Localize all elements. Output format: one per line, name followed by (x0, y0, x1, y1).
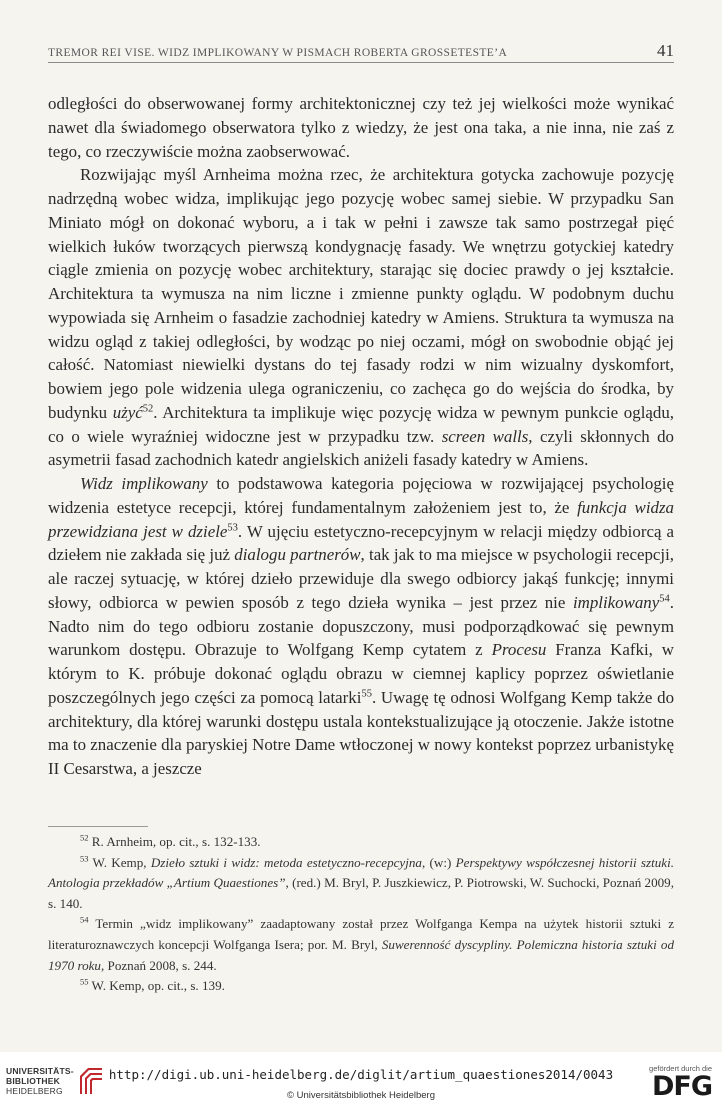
page-number: 41 (657, 41, 674, 60)
italic-text: funkcja widza przewidziana jest w dziele (48, 497, 674, 541)
footnote-marker: 53 (80, 853, 89, 864)
text-run: Franza Kafki, w którym to K. próbuje dokonać oglądu obrazu w ciemnej kaplicy poprzez oświetlanie poszczególnych jego części za pomocą latarki (48, 640, 674, 707)
footnote-marker: 54 (80, 915, 89, 926)
footnote-marker: 55 (80, 976, 89, 987)
funding-caption: gefördert durch die (649, 1064, 712, 1073)
copyright-notice: © Universitätsbibliothek Heidelberg (287, 1090, 435, 1101)
text-run: . Architektura ta implikuje więc pozycję widza w pewnym punkcie oglądu, co o wiele wyraźniej widoczne jest w przypadku tzw. (48, 402, 675, 446)
italic-text: Dzieło sztuki i widz: metoda estetyczno-recepcyjna (150, 854, 422, 870)
italic-text: Widz implikowany (80, 474, 208, 493)
funding-logo[interactable] (646, 1064, 712, 1101)
footnote (48, 976, 674, 997)
footnote (48, 832, 674, 853)
text-run: Termin „widz implikowany” zaadaptowany został przez Wolfganga Kempa na użytek historii sztuki z literaturoznawczych koncepcji Wolfganga Isera; por. M. Bryl, (48, 916, 674, 952)
body-text (48, 92, 674, 781)
footnote (48, 914, 674, 976)
text-run: , (red.) M. Bryl, P. Juszkiewicz, P. Piotrowski, W. Suchocki, Poznań 2009, s. 140. (48, 875, 674, 911)
footnote-marker: 54 (659, 593, 670, 605)
footnote-marker: 55 (361, 688, 372, 700)
text-run: . W ujęciu estetyczno-recepcyjnym w relacji między odbiorcą a dziełem nie zakłada się już (48, 521, 674, 565)
italic-text: użyć (112, 402, 143, 422)
text-run: . Nadto nim do tego odbioru zostanie dopuszczony, musi podporządkować się pewnym warunkom dostępu. Obrazuje to Wolfgang Kemp cytatem z (48, 592, 674, 660)
italic-text: screen walls, (441, 426, 533, 446)
source-url-link[interactable]: http://digi.ub.uni-heidelberg.de/diglit/artium_quaestiones2014/0043 (108, 1067, 614, 1082)
footnotes (48, 832, 674, 997)
text-run: . Uwagę tę odnosi Wolfgang Kemp także do architektury, dla której warunki dostępu ustala kontekstualizujące ją otoczenie. Jakże istotne ma to znaczenie dla paryskiej Notre Dame wtłoczonej w nowy kontekst poprzez urbanistykę II Cesarstwa, a jeszcze (48, 687, 675, 778)
viewer-footer (0, 1052, 722, 1116)
text-run: odległości do obserwowanej formy architektonicznej czy też jej wielkości może wynikać nawet dla świadomego obserwatora tylko z wiedzy, że jest ona taka, a nie inna, nie zaś z tego, co rzeczywiście można zaobserwować. (48, 94, 674, 161)
text-run: Rozwijając myśl Arnheima można rzec, że architektura gotycka zachowuje pozycję nadrzędną wobec widza, implikując jego pozycję wobec samej siebie. W przypadku San Miniato mógł on dokonać wyboru, a i tak w pełni i zawsze tak samo postrzegał pięć wielkich łuków tworzących pierwszą kondygnację fasady. We wnętrzu gotyckiej katedry ciągle zmienia on pozycję wobec architektury, starając się dociec prawdy o jej kształcie. Architektura ta wymusza na nim liczne i zmienne punkty oglądu. W podobnym duchu wypowiada się Arnheim o fasadzie zachodniej katedry w Amiens. Struktura ta wymusza na widzu ogląd z takiej odległości, by wodząc po niej oczami, mógł on swobodnie objąć jej całość. Natomiast niewielki dystans do tej fasady rodzi w nim wizualny dyskomfort, bowiem jego pole widzenia ulega ograniczeniu, co zachęca go do wejścia do środka, by budynku (48, 165, 674, 422)
paragraph (48, 472, 674, 781)
running-title: TREMOR REI VISE. WIDZ IMPLIKOWANY W PISMACH ROBERTA GROSSETESTE’A (48, 47, 508, 59)
text-run: , tak jak to ma miejsce w psychologii recepcji, ale raczej sytuację, w której dzieło przewiduje dla swego odbiorcy jakąś funkcję; innymi słowy, odbiorca w pewien sposób z tego dzieła wynika – jest przez nie (48, 545, 675, 612)
text-run: W. Kemp, op. cit., s. 139. (88, 978, 225, 994)
text-run: to podstawowa kategoria pojęciowa w rozwijającej psychologię widzenia estetyce recepcji, której fundamentalnym założeniem jest to, że (48, 474, 674, 517)
text-run: , (w:) (421, 854, 456, 870)
italic-text: Perspektywy współczesnej historii sztuki. Antologia przekładów „Artium Quaestiones” (48, 854, 674, 891)
italic-text: dialogu partnerów (234, 545, 361, 565)
footnote-marker: 53 (227, 521, 238, 533)
text-run: W. Kemp, (88, 854, 151, 870)
footnote-marker: 52 (80, 832, 89, 843)
text-run: R. Arnheim, op. cit., s. 132-133. (88, 834, 261, 849)
library-logo-text: UNIVERSITÄTS- BIBLIOTHEK HEIDELBERG (6, 1066, 74, 1096)
text-run: czyli skłonnych do asymetrii fasad zachodnich katedr angielskich aniżeli fasady katedry w Amiens. (48, 426, 674, 470)
paragraph (48, 163, 674, 472)
text-run: , Poznań 2008, s. 244. (100, 957, 217, 973)
footnote-divider (48, 826, 148, 827)
footnote-marker: 52 (142, 403, 154, 415)
running-head (48, 40, 674, 63)
dfg-logo-icon: DFG (651, 1071, 712, 1102)
paragraph (48, 92, 674, 163)
italic-text: implikowany (572, 592, 660, 612)
italic-text: Suwerenność dyscypliny. Polemiczna historia sztuki od 1970 roku (48, 936, 674, 973)
italic-text: Procesu (491, 640, 547, 660)
footnote (48, 853, 674, 915)
